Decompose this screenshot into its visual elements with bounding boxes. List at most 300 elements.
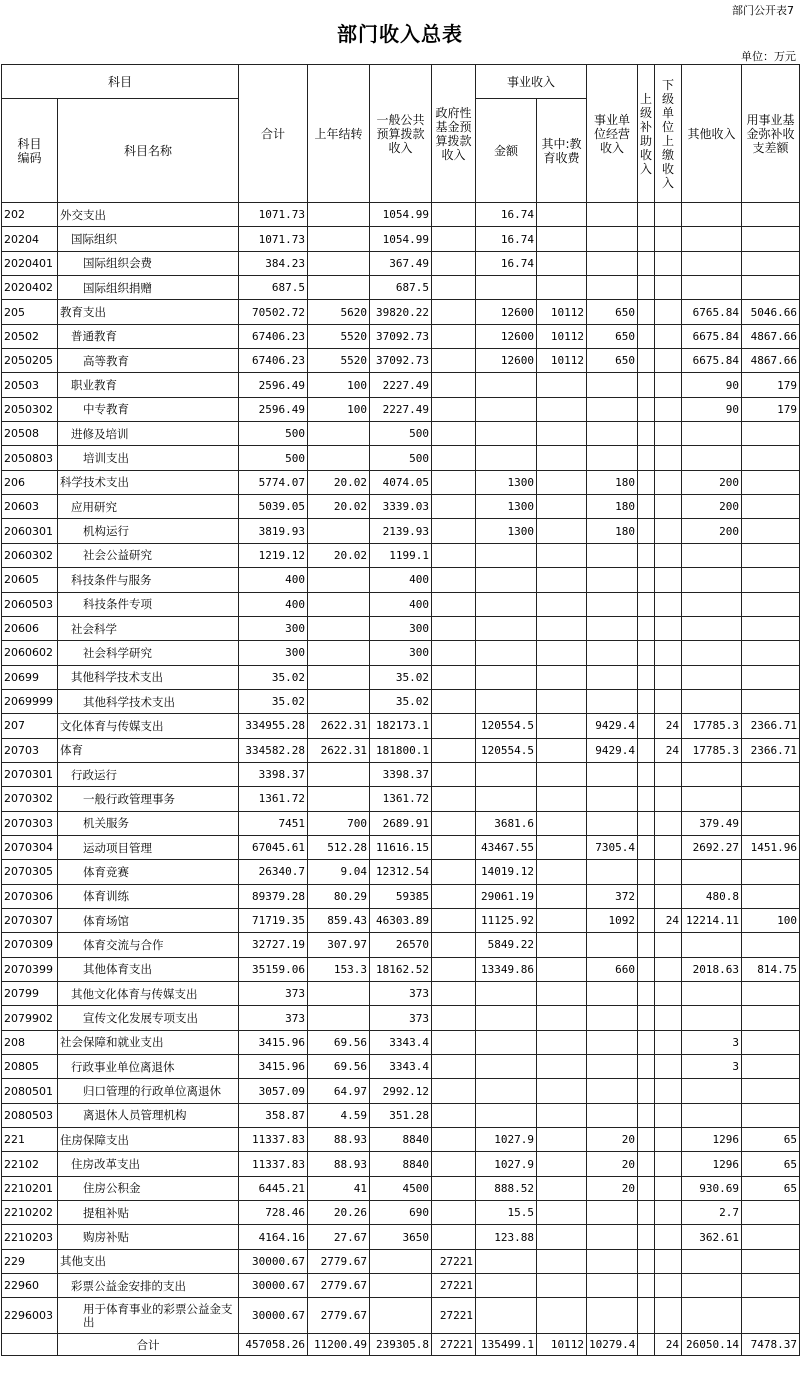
subject-name-cell: 科技条件专项 bbox=[58, 592, 239, 616]
table-row bbox=[2, 1176, 800, 1200]
subject-code-cell: 20502 bbox=[2, 324, 58, 348]
value-cell-edu bbox=[537, 762, 587, 786]
subject-code-cell: 20508 bbox=[2, 422, 58, 446]
value-cell-sub: 24 bbox=[655, 714, 682, 738]
table-row bbox=[2, 470, 800, 494]
value-cell-total: 3415.96 bbox=[239, 1055, 308, 1079]
value-cell-total: 32727.19 bbox=[239, 933, 308, 957]
value-cell-amount: 1027.9 bbox=[476, 1128, 537, 1152]
value-cell-sub bbox=[655, 1298, 682, 1334]
header-other: 其他收入 bbox=[682, 65, 742, 203]
subject-name-cell: 社会公益研究 bbox=[58, 543, 239, 567]
value-cell-sup bbox=[638, 982, 655, 1006]
value-cell-carry: 5620 bbox=[308, 300, 370, 324]
value-cell-sub bbox=[655, 543, 682, 567]
value-cell-carry bbox=[308, 446, 370, 470]
value-cell-general: 400 bbox=[370, 568, 432, 592]
value-cell-bal bbox=[742, 787, 800, 811]
value-cell-total: 35.02 bbox=[239, 689, 308, 713]
table-row bbox=[2, 519, 800, 543]
header-subordinate: 下级单位上缴收入 bbox=[655, 65, 682, 203]
value-cell-sub bbox=[655, 1006, 682, 1030]
value-cell-sup bbox=[638, 568, 655, 592]
value-cell-amount bbox=[476, 1030, 537, 1054]
table-row bbox=[2, 1128, 800, 1152]
value-cell-sub bbox=[655, 1249, 682, 1273]
value-cell-carry bbox=[308, 422, 370, 446]
total-code-cell bbox=[2, 1334, 58, 1356]
value-cell-sup bbox=[638, 811, 655, 835]
value-cell-amount bbox=[476, 1103, 537, 1127]
value-cell-oper bbox=[587, 616, 638, 640]
value-cell-oper bbox=[587, 1103, 638, 1127]
subject-name-cell: 教育支出 bbox=[58, 300, 239, 324]
value-cell-carry: 20.02 bbox=[308, 495, 370, 519]
value-cell-other: 379.49 bbox=[682, 811, 742, 835]
value-cell-other: 200 bbox=[682, 495, 742, 519]
value-cell-sup bbox=[638, 324, 655, 348]
value-cell-amount bbox=[476, 762, 537, 786]
value-cell-edu bbox=[537, 835, 587, 859]
value-cell-bal bbox=[742, 227, 800, 251]
value-cell-bal bbox=[742, 1249, 800, 1273]
value-cell-other bbox=[682, 446, 742, 470]
value-cell-carry: 69.56 bbox=[308, 1030, 370, 1054]
value-cell-carry bbox=[308, 251, 370, 275]
value-cell-general: 2227.49 bbox=[370, 373, 432, 397]
value-cell-edu bbox=[537, 665, 587, 689]
value-cell-oper bbox=[587, 397, 638, 421]
table-row bbox=[2, 324, 800, 348]
value-cell-edu bbox=[537, 738, 587, 762]
value-cell-edu bbox=[537, 811, 587, 835]
value-cell-amount bbox=[476, 276, 537, 300]
subject-code-cell: 20603 bbox=[2, 495, 58, 519]
value-cell-edu bbox=[537, 1225, 587, 1249]
value-cell-edu bbox=[537, 1152, 587, 1176]
value-cell-sup bbox=[638, 251, 655, 275]
value-cell-carry bbox=[308, 592, 370, 616]
value-cell-sup bbox=[638, 714, 655, 738]
table-row bbox=[2, 787, 800, 811]
value-cell-oper bbox=[587, 1055, 638, 1079]
value-cell-edu bbox=[537, 519, 587, 543]
value-cell-sup bbox=[638, 835, 655, 859]
value-cell-general: 46303.89 bbox=[370, 908, 432, 932]
value-cell-fund bbox=[432, 349, 476, 373]
subject-code-cell: 2050803 bbox=[2, 446, 58, 470]
value-cell-bal bbox=[742, 1055, 800, 1079]
value-cell-amount: 1300 bbox=[476, 470, 537, 494]
subject-name-cell: 购房补贴 bbox=[58, 1225, 239, 1249]
value-cell-oper bbox=[587, 1298, 638, 1334]
value-cell-fund bbox=[432, 495, 476, 519]
value-cell-amount bbox=[476, 422, 537, 446]
value-cell-total: 30000.67 bbox=[239, 1298, 308, 1334]
value-cell-bal bbox=[742, 543, 800, 567]
value-cell-total: 1071.73 bbox=[239, 203, 308, 227]
subject-name-cell: 运动项目管理 bbox=[58, 835, 239, 859]
value-cell-total: 2596.49 bbox=[239, 397, 308, 421]
value-cell-other: 1296 bbox=[682, 1128, 742, 1152]
value-cell-other: 480.8 bbox=[682, 884, 742, 908]
value-cell-total: 30000.67 bbox=[239, 1249, 308, 1273]
value-cell-sub bbox=[655, 616, 682, 640]
value-cell-carry bbox=[308, 665, 370, 689]
value-cell-sub bbox=[655, 349, 682, 373]
subject-code-cell: 20699 bbox=[2, 665, 58, 689]
subject-name-cell: 其他科学技术支出 bbox=[58, 689, 239, 713]
value-cell-general: 181800.1 bbox=[370, 738, 432, 762]
value-cell-bal bbox=[742, 495, 800, 519]
value-cell-amount: 43467.55 bbox=[476, 835, 537, 859]
subject-name-cell: 体育竞赛 bbox=[58, 860, 239, 884]
value-cell-fund bbox=[432, 543, 476, 567]
value-cell-bal bbox=[742, 519, 800, 543]
value-cell-bal bbox=[742, 251, 800, 275]
value-cell-edu bbox=[537, 714, 587, 738]
table-row bbox=[2, 762, 800, 786]
value-cell-edu bbox=[537, 1274, 587, 1298]
value-cell-sub bbox=[655, 1055, 682, 1079]
value-cell-fund bbox=[432, 1055, 476, 1079]
value-cell-fund bbox=[432, 324, 476, 348]
subject-code-cell: 2080503 bbox=[2, 1103, 58, 1127]
value-cell-other: 17785.3 bbox=[682, 714, 742, 738]
value-cell-fund bbox=[432, 251, 476, 275]
value-cell-general: 3343.4 bbox=[370, 1030, 432, 1054]
value-cell-bal bbox=[742, 933, 800, 957]
value-cell-oper bbox=[587, 1030, 638, 1054]
value-cell-carry bbox=[308, 519, 370, 543]
value-cell-sub bbox=[655, 203, 682, 227]
value-cell-sup bbox=[638, 397, 655, 421]
value-cell-total: 35159.06 bbox=[239, 957, 308, 981]
value-cell-sub bbox=[655, 1030, 682, 1054]
value-cell-edu bbox=[537, 1201, 587, 1225]
table-row bbox=[2, 835, 800, 859]
value-cell-total: 500 bbox=[239, 446, 308, 470]
value-cell-sub bbox=[655, 982, 682, 1006]
header-fund-balance: 用事业基金弥补收支差额 bbox=[742, 65, 800, 203]
value-cell-bal bbox=[742, 860, 800, 884]
subject-name-cell: 其他体育支出 bbox=[58, 957, 239, 981]
value-cell-fund bbox=[432, 276, 476, 300]
value-cell-general: 300 bbox=[370, 641, 432, 665]
value-cell-total: 70502.72 bbox=[239, 300, 308, 324]
value-cell-carry: 700 bbox=[308, 811, 370, 835]
value-cell-carry bbox=[308, 1006, 370, 1030]
subject-name-cell: 其他文化体育与传媒支出 bbox=[58, 982, 239, 1006]
value-cell-other bbox=[682, 1103, 742, 1127]
value-cell-sub bbox=[655, 884, 682, 908]
value-cell-amount bbox=[476, 543, 537, 567]
value-cell-other: 2692.27 bbox=[682, 835, 742, 859]
value-cell-sup bbox=[638, 1152, 655, 1176]
value-cell-edu bbox=[537, 616, 587, 640]
value-cell-carry: 88.93 bbox=[308, 1128, 370, 1152]
value-cell-other: 12214.11 bbox=[682, 908, 742, 932]
value-cell-bal bbox=[742, 1298, 800, 1334]
value-cell-sup bbox=[638, 641, 655, 665]
value-cell-sub bbox=[655, 1128, 682, 1152]
value-cell-general: 1361.72 bbox=[370, 787, 432, 811]
value-cell-carry: 100 bbox=[308, 373, 370, 397]
value-cell-general: 11616.15 bbox=[370, 835, 432, 859]
value-cell-oper bbox=[587, 1249, 638, 1273]
subject-code-cell: 2070304 bbox=[2, 835, 58, 859]
table-row bbox=[2, 860, 800, 884]
value-cell-bal bbox=[742, 641, 800, 665]
table-row bbox=[2, 1103, 800, 1127]
value-cell-sub bbox=[655, 957, 682, 981]
value-cell-sub bbox=[655, 665, 682, 689]
value-cell-general: 3398.37 bbox=[370, 762, 432, 786]
subject-name-cell: 科学技术支出 bbox=[58, 470, 239, 494]
value-cell-bal bbox=[742, 665, 800, 689]
value-cell-carry: 859.43 bbox=[308, 908, 370, 932]
value-cell-amount: 1300 bbox=[476, 519, 537, 543]
value-cell-sup bbox=[638, 1298, 655, 1334]
value-cell-amount bbox=[476, 616, 537, 640]
value-cell-amount: 15.5 bbox=[476, 1201, 537, 1225]
value-cell-sub bbox=[655, 227, 682, 251]
value-cell-total: 334955.28 bbox=[239, 714, 308, 738]
subject-name-cell: 职业教育 bbox=[58, 373, 239, 397]
value-cell-edu bbox=[537, 933, 587, 957]
value-cell-carry: 41 bbox=[308, 1176, 370, 1200]
subject-code-cell: 22102 bbox=[2, 1152, 58, 1176]
value-cell-bal bbox=[742, 1079, 800, 1103]
grand-total-edu: 10112 bbox=[537, 1334, 587, 1356]
value-cell-other bbox=[682, 568, 742, 592]
income-table bbox=[1, 64, 800, 1356]
value-cell-bal bbox=[742, 1030, 800, 1054]
value-cell-bal: 2366.71 bbox=[742, 738, 800, 762]
subject-code-cell: 2070306 bbox=[2, 884, 58, 908]
value-cell-other: 2018.63 bbox=[682, 957, 742, 981]
value-cell-sub bbox=[655, 251, 682, 275]
value-cell-bal: 65 bbox=[742, 1152, 800, 1176]
table-row bbox=[2, 568, 800, 592]
value-cell-fund: 27221 bbox=[432, 1298, 476, 1334]
value-cell-other bbox=[682, 251, 742, 275]
value-cell-total: 334582.28 bbox=[239, 738, 308, 762]
subject-code-cell: 2060302 bbox=[2, 543, 58, 567]
grand-total-other: 26050.14 bbox=[682, 1334, 742, 1356]
value-cell-total: 373 bbox=[239, 982, 308, 1006]
table-row bbox=[2, 422, 800, 446]
value-cell-amount: 29061.19 bbox=[476, 884, 537, 908]
subject-name-cell: 外交支出 bbox=[58, 203, 239, 227]
header-business: 事业收入 bbox=[476, 65, 587, 99]
value-cell-total: 3398.37 bbox=[239, 762, 308, 786]
value-cell-fund bbox=[432, 616, 476, 640]
value-cell-fund bbox=[432, 568, 476, 592]
value-cell-fund: 27221 bbox=[432, 1249, 476, 1273]
value-cell-fund bbox=[432, 811, 476, 835]
value-cell-general: 37092.73 bbox=[370, 349, 432, 373]
value-cell-general: 26570 bbox=[370, 933, 432, 957]
value-cell-bal bbox=[742, 762, 800, 786]
value-cell-oper bbox=[587, 422, 638, 446]
value-cell-fund bbox=[432, 641, 476, 665]
value-cell-fund: 27221 bbox=[432, 1274, 476, 1298]
subject-code-cell: 2050302 bbox=[2, 397, 58, 421]
value-cell-general: 3343.4 bbox=[370, 1055, 432, 1079]
value-cell-general: 3339.03 bbox=[370, 495, 432, 519]
value-cell-other: 6765.84 bbox=[682, 300, 742, 324]
value-cell-sub bbox=[655, 470, 682, 494]
value-cell-oper: 20 bbox=[587, 1176, 638, 1200]
value-cell-other bbox=[682, 543, 742, 567]
value-cell-edu bbox=[537, 203, 587, 227]
value-cell-total: 2596.49 bbox=[239, 373, 308, 397]
value-cell-amount bbox=[476, 982, 537, 1006]
subject-code-cell: 20503 bbox=[2, 373, 58, 397]
table-row bbox=[2, 982, 800, 1006]
value-cell-amount: 16.74 bbox=[476, 203, 537, 227]
value-cell-carry: 2779.67 bbox=[308, 1249, 370, 1273]
value-cell-oper bbox=[587, 446, 638, 470]
value-cell-bal: 179 bbox=[742, 373, 800, 397]
table-row bbox=[2, 276, 800, 300]
value-cell-total: 384.23 bbox=[239, 251, 308, 275]
value-cell-general: 2689.91 bbox=[370, 811, 432, 835]
value-cell-sup bbox=[638, 1128, 655, 1152]
value-cell-amount: 120554.5 bbox=[476, 738, 537, 762]
value-cell-bal bbox=[742, 422, 800, 446]
value-cell-fund bbox=[432, 957, 476, 981]
subject-code-cell: 20799 bbox=[2, 982, 58, 1006]
value-cell-edu bbox=[537, 495, 587, 519]
value-cell-general: 300 bbox=[370, 616, 432, 640]
value-cell-sup bbox=[638, 1055, 655, 1079]
value-cell-fund bbox=[432, 1103, 476, 1127]
value-cell-oper bbox=[587, 787, 638, 811]
value-cell-total: 1361.72 bbox=[239, 787, 308, 811]
value-cell-other bbox=[682, 762, 742, 786]
value-cell-amount bbox=[476, 665, 537, 689]
value-cell-general: 182173.1 bbox=[370, 714, 432, 738]
value-cell-carry bbox=[308, 276, 370, 300]
value-cell-sup bbox=[638, 227, 655, 251]
value-cell-sub bbox=[655, 446, 682, 470]
value-cell-other bbox=[682, 1298, 742, 1334]
value-cell-bal: 4867.66 bbox=[742, 324, 800, 348]
value-cell-edu bbox=[537, 957, 587, 981]
value-cell-sub bbox=[655, 1274, 682, 1298]
value-cell-bal bbox=[742, 1103, 800, 1127]
value-cell-sub bbox=[655, 641, 682, 665]
value-cell-edu bbox=[537, 641, 587, 665]
value-cell-oper bbox=[587, 1201, 638, 1225]
value-cell-amount bbox=[476, 397, 537, 421]
header-operating: 事业单位经营收入 bbox=[587, 65, 638, 203]
value-cell-fund bbox=[432, 1225, 476, 1249]
value-cell-amount bbox=[476, 568, 537, 592]
value-cell-sub bbox=[655, 933, 682, 957]
header-gov-fund: 政府性基金预算拨款收入 bbox=[432, 65, 476, 203]
value-cell-sub bbox=[655, 689, 682, 713]
value-cell-oper: 7305.4 bbox=[587, 835, 638, 859]
value-cell-sup bbox=[638, 933, 655, 957]
value-cell-amount bbox=[476, 1274, 537, 1298]
value-cell-sup bbox=[638, 908, 655, 932]
value-cell-total: 5039.05 bbox=[239, 495, 308, 519]
value-cell-total: 3057.09 bbox=[239, 1079, 308, 1103]
value-cell-total: 67045.61 bbox=[239, 835, 308, 859]
subject-code-cell: 2050205 bbox=[2, 349, 58, 373]
value-cell-carry: 20.02 bbox=[308, 543, 370, 567]
value-cell-amount: 888.52 bbox=[476, 1176, 537, 1200]
subject-name-cell: 体育交流与合作 bbox=[58, 933, 239, 957]
subject-name-cell: 宣传文化发展专项支出 bbox=[58, 1006, 239, 1030]
table-row bbox=[2, 397, 800, 421]
value-cell-amount: 11125.92 bbox=[476, 908, 537, 932]
value-cell-general: 500 bbox=[370, 422, 432, 446]
value-cell-sub: 24 bbox=[655, 738, 682, 762]
value-cell-other: 362.61 bbox=[682, 1225, 742, 1249]
table-row bbox=[2, 884, 800, 908]
value-cell-edu bbox=[537, 397, 587, 421]
subject-code-cell: 20605 bbox=[2, 568, 58, 592]
table-row bbox=[2, 1006, 800, 1030]
grand-total-oper: 10279.4 bbox=[587, 1334, 638, 1356]
value-cell-fund bbox=[432, 1152, 476, 1176]
subject-code-cell: 2070309 bbox=[2, 933, 58, 957]
value-cell-fund bbox=[432, 1079, 476, 1103]
subject-name-cell: 国际组织 bbox=[58, 227, 239, 251]
value-cell-oper bbox=[587, 203, 638, 227]
value-cell-other bbox=[682, 592, 742, 616]
value-cell-fund bbox=[432, 884, 476, 908]
grand-total-bal: 7478.37 bbox=[742, 1334, 800, 1356]
table-row bbox=[2, 543, 800, 567]
value-cell-general: 687.5 bbox=[370, 276, 432, 300]
value-cell-sup bbox=[638, 543, 655, 567]
value-cell-oper: 20 bbox=[587, 1128, 638, 1152]
subject-name-cell: 进修及培训 bbox=[58, 422, 239, 446]
subject-name-cell: 社会保障和就业支出 bbox=[58, 1030, 239, 1054]
value-cell-amount: 5849.22 bbox=[476, 933, 537, 957]
value-cell-fund bbox=[432, 738, 476, 762]
subject-code-cell: 229 bbox=[2, 1249, 58, 1273]
table-row bbox=[2, 908, 800, 932]
subject-name-cell: 离退休人员管理机构 bbox=[58, 1103, 239, 1127]
value-cell-carry bbox=[308, 762, 370, 786]
value-cell-general: 4500 bbox=[370, 1176, 432, 1200]
value-cell-total: 6445.21 bbox=[239, 1176, 308, 1200]
value-cell-edu bbox=[537, 908, 587, 932]
value-cell-other bbox=[682, 982, 742, 1006]
value-cell-total: 7451 bbox=[239, 811, 308, 835]
subject-code-cell: 2020401 bbox=[2, 251, 58, 275]
value-cell-sup bbox=[638, 495, 655, 519]
subject-code-cell: 2020402 bbox=[2, 276, 58, 300]
value-cell-general: 39820.22 bbox=[370, 300, 432, 324]
value-cell-oper bbox=[587, 811, 638, 835]
value-cell-amount: 3681.6 bbox=[476, 811, 537, 835]
value-cell-bal bbox=[742, 592, 800, 616]
subject-name-cell: 体育场馆 bbox=[58, 908, 239, 932]
value-cell-bal bbox=[742, 446, 800, 470]
value-cell-amount bbox=[476, 446, 537, 470]
value-cell-other: 930.69 bbox=[682, 1176, 742, 1200]
value-cell-bal: 5046.66 bbox=[742, 300, 800, 324]
value-cell-general: 12312.54 bbox=[370, 860, 432, 884]
value-cell-amount bbox=[476, 787, 537, 811]
